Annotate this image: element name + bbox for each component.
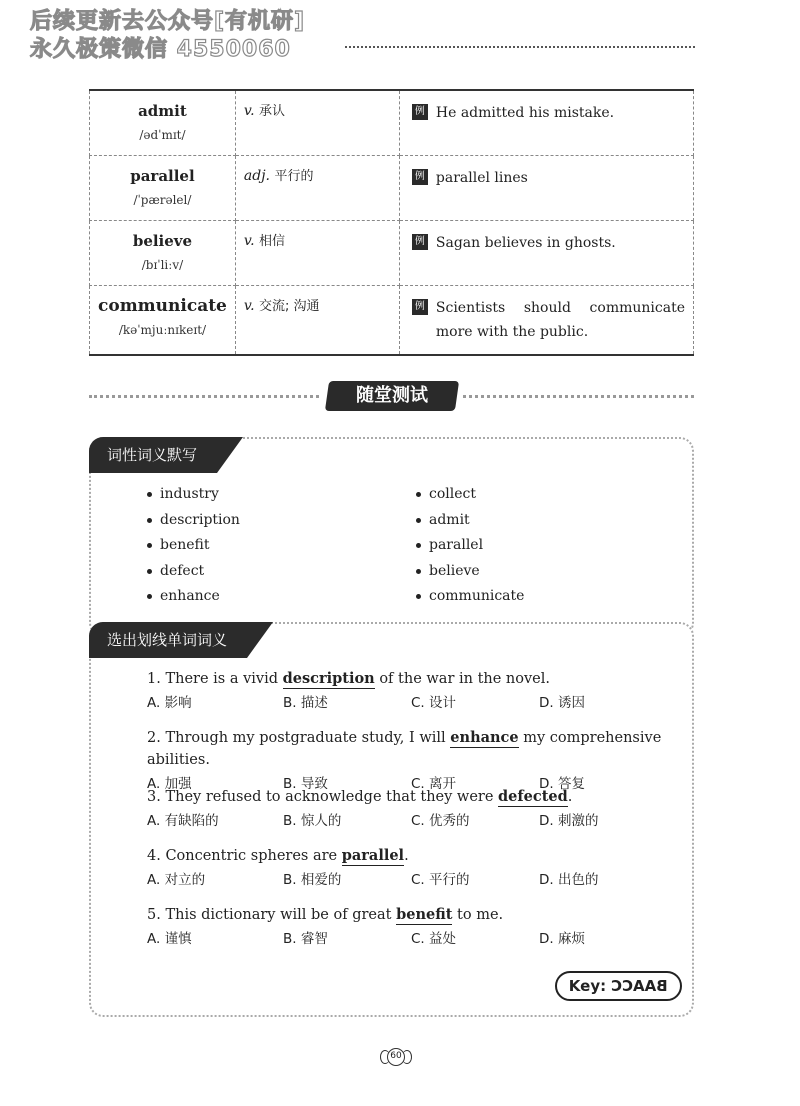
page-number: [380, 1046, 412, 1068]
vocab-example: Sagan believes in ghosts.: [435, 235, 616, 251]
option-a: A. 影响: [147, 695, 192, 711]
question-text: 5. This dictionary will be of great: [147, 907, 397, 923]
option-c: C. 离开: [411, 776, 457, 792]
question-text: 1. There is a vivid: [147, 671, 283, 687]
vocab-row: [90, 221, 694, 286]
section-divider-left: [89, 395, 319, 398]
vocab-meaning: 平行的: [274, 169, 314, 184]
option-a: A. 谨慎: [147, 931, 192, 947]
question-text: .: [404, 848, 409, 864]
example-badge-icon: 例: [412, 169, 428, 185]
vocab-example: parallel lines: [435, 170, 528, 186]
option-d: D. 刺激的: [539, 813, 599, 829]
vocab-phonetic: /ədˈmɪt/: [139, 128, 186, 142]
option-c: C. 优秀的: [411, 813, 470, 829]
underlined-word: enhance: [450, 729, 519, 746]
underlined-word: parallel: [341, 847, 405, 864]
list-item: believe: [416, 559, 524, 585]
watermark-line-2: 永久极策微信 4550060: [30, 37, 291, 62]
list-item: communicate: [416, 584, 524, 610]
watermark: [30, 8, 305, 64]
example-badge-icon: 例: [412, 104, 428, 120]
question-text: 3. They refused to acknowledge that they were: [147, 789, 499, 805]
vocab-meaning: 承认: [259, 104, 286, 119]
vocab-pos: v.: [243, 103, 255, 119]
option-b: B. 导致: [283, 776, 328, 792]
answer-key-label: Key:: [568, 977, 607, 995]
option-d: D. 诱因: [539, 695, 585, 711]
question-text: my comprehensive abilities.: [147, 730, 662, 768]
option-c: C. 设计: [411, 695, 457, 711]
section-divider-right: [463, 395, 694, 398]
vocab-meaning: 交流; 沟通: [259, 299, 320, 314]
word-list-column-2: [416, 482, 524, 610]
answer-key-value: BAACC: [611, 977, 668, 995]
option-d: D. 麻烦: [539, 931, 585, 947]
vocab-example: Scientists should communicate more with the public.: [435, 300, 685, 340]
section-title: [325, 381, 459, 411]
list-item: enhance: [147, 584, 240, 610]
list-item: admit: [416, 508, 524, 534]
option-a: A. 加强: [147, 776, 192, 792]
list-item: defect: [147, 559, 240, 585]
part2-tab: 选出划线单词词义: [89, 622, 247, 658]
question-text: .: [567, 789, 573, 805]
option-d: D. 出色的: [539, 872, 599, 888]
page-number-value: 60: [387, 1048, 405, 1066]
option-b: B. 描述: [283, 695, 328, 711]
question-text: 2. Through my postgraduate study, I will: [147, 730, 451, 746]
option-d: D. 答复: [539, 776, 585, 792]
option-a: A. 对立的: [147, 872, 206, 888]
option-a: A. 有缺陷的: [147, 813, 219, 829]
underlined-word: benefit: [396, 906, 453, 923]
vocab-word: parallel: [130, 167, 195, 185]
example-badge-icon: 例: [412, 299, 428, 315]
word-list-column-1: [147, 482, 240, 610]
vocab-phonetic: /kəˈmjuːnɪkeɪt/: [118, 323, 207, 337]
vocab-table: [89, 89, 694, 356]
quiz-question-4: [147, 845, 687, 893]
option-b: B. 睿智: [283, 931, 328, 947]
question-text: to me.: [452, 907, 504, 923]
list-item: description: [147, 508, 240, 534]
quiz-question-1: [147, 668, 687, 716]
list-item: collect: [416, 482, 524, 508]
option-b: B. 相爱的: [283, 872, 342, 888]
watermark-line-1: 后续更新去公众号[有机研]: [30, 9, 306, 34]
vocab-row: [90, 286, 694, 356]
option-c: C. 益处: [411, 931, 457, 947]
vocab-meaning: 相信: [259, 234, 286, 249]
underlined-word: defected: [498, 788, 568, 805]
list-item: industry: [147, 482, 240, 508]
underlined-word: description: [282, 670, 375, 687]
section-title-text: 随堂测试: [356, 385, 428, 406]
question-text: of the war in the novel.: [374, 671, 551, 687]
option-c: C. 平行的: [411, 872, 470, 888]
vocab-pos: v.: [243, 233, 255, 249]
quiz-question-3: [147, 786, 687, 834]
vocab-phonetic: /ˈpærəlel/: [133, 193, 192, 207]
vocab-pos: v.: [243, 298, 255, 314]
vocab-row: [90, 90, 694, 156]
part1-tab: 词性词义默写: [89, 437, 217, 473]
example-badge-icon: 例: [412, 234, 428, 250]
vocab-word: believe: [132, 232, 193, 250]
vocab-word: admit: [138, 102, 187, 120]
answer-key: [555, 971, 682, 1001]
vocab-pos: adj.: [243, 168, 270, 184]
vocab-phonetic: /bɪˈliːv/: [141, 258, 184, 272]
header-divider: [345, 46, 695, 48]
list-item: parallel: [416, 533, 524, 559]
question-text: 4. Concentric spheres are: [147, 848, 342, 864]
vocab-row: [90, 156, 694, 221]
vocab-example: He admitted his mistake.: [435, 105, 615, 121]
word-recall-box: [89, 437, 694, 637]
meaning-quiz-box: [89, 622, 694, 1017]
vocab-word: communicate: [98, 296, 227, 316]
list-item: benefit: [147, 533, 240, 559]
quiz-question-5: [147, 904, 687, 952]
option-b: B. 惊人的: [283, 813, 342, 829]
